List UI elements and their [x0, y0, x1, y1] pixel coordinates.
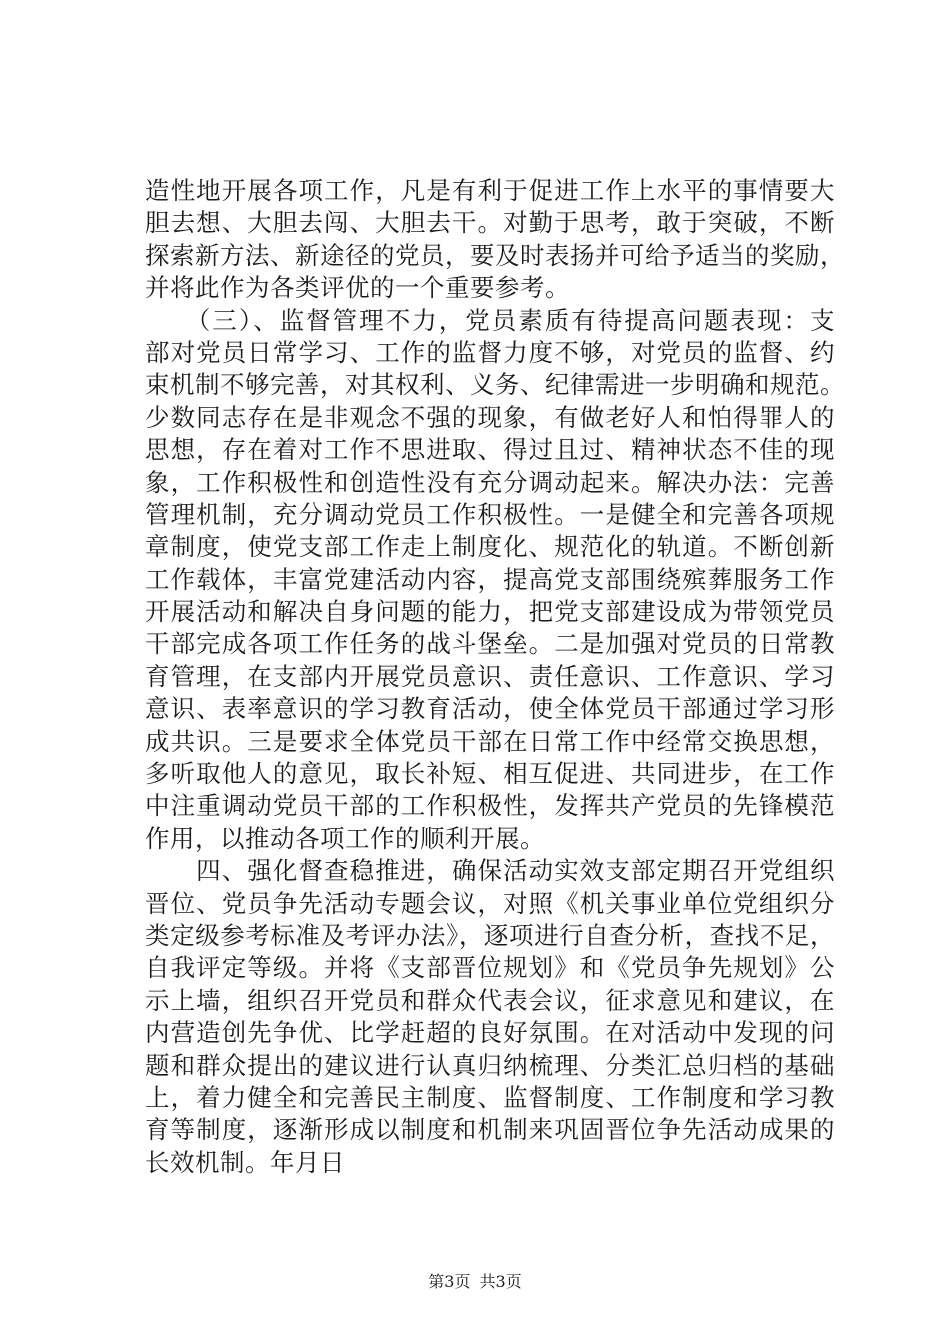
text-line: 工作载体，丰富党建活动内容，提高党支部围绕殡葬服务工作 — [145, 564, 835, 594]
text-line: 内营造创先争优、比学赶超的良好氛围。在对活动中发现的问 — [145, 1018, 835, 1048]
text-line: 思想，存在着对工作不思进取、得过且过、精神状态不佳的现 — [145, 435, 835, 465]
text-line: 示上墙，组织召开党员和群众代表会议，征求意见和建议，在 — [145, 985, 835, 1015]
text-line: 干部完成各项工作任务的战斗堡垒。二是加强对党员的日常教 — [145, 629, 835, 659]
page-number-total: 共3页 — [479, 1272, 522, 1291]
text-line: 四、强化督查稳推进，确保活动实效支部定期召开党组织 — [145, 856, 835, 886]
text-line: 管理机制，充分调动党员工作积极性。一是健全和完善各项规 — [145, 499, 835, 529]
text-line: 类定级参考标准及考评办法》，逐项进行自查分析，查找不足， — [145, 920, 835, 950]
text-line: 少数同志存在是非观念不强的现象，有做老好人和怕得罪人的 — [145, 402, 835, 432]
text-line: 作用，以推动各项工作的顺利开展。 — [145, 823, 545, 853]
text-line: 上，着力健全和完善民主制度、监督制度、工作制度和学习教 — [145, 1082, 835, 1112]
text-line: 部对党员日常学习、工作的监督力度不够，对党员的监督、约 — [145, 337, 835, 367]
text-line: 意识、表率意识的学习教育活动，使全体党员干部通过学习形 — [145, 694, 835, 724]
text-line: 并将此作为各类评优的一个重要参考。 — [145, 273, 570, 303]
text-line: 象，工作积极性和创造性没有充分调动起来。解决办法：完善 — [145, 467, 835, 497]
page-footer — [0, 1272, 950, 1292]
text-line: 造性地开展各项工作，凡是有利于促进工作上水平的事情要大 — [145, 176, 835, 205]
page-number-current: 第3页 — [428, 1272, 471, 1291]
text-line: 中注重调动党员干部的工作积极性，发挥共产党员的先锋模范 — [145, 791, 835, 821]
text-line: 开展活动和解决自身问题的能力，把党支部建设成为带领党员 — [145, 597, 835, 627]
text-line: 章制度，使党支部工作走上制度化、规范化的轨道。不断创新 — [145, 532, 835, 562]
text-line: 束机制不够完善，对其权利、义务、纪律需进一步明确和规范。 — [145, 370, 845, 400]
text-line: 育管理，在支部内开展党员意识、责任意识、工作意识、学习 — [145, 661, 835, 691]
text-line: 成共识。三是要求全体党员干部在日常工作中经常交换思想， — [145, 726, 835, 756]
text-line: 长效机制。年月日 — [145, 1147, 345, 1177]
text-line: 晋位、党员争先活动专题会议，对照《机关事业单位党组织分 — [145, 888, 835, 918]
text-line: 胆去想、大胆去闯、大胆去干。对勤于思考，敢于突破，不断 — [145, 208, 835, 238]
text-line: 探索新方法、新途径的党员，要及时表扬并可给予适当的奖励， — [145, 240, 845, 270]
text-line: 题和群众提出的建议进行认真归纳梳理、分类汇总归档的基础 — [145, 1050, 835, 1080]
text-line: 自我评定等级。并将《支部晋位规划》和《党员争先规划》公 — [145, 953, 835, 983]
text-line: （三）、监督管理不力，党员素质有待提高问题表现：支 — [145, 305, 835, 335]
text-line: 育等制度，逐渐形成以制度和机制来巩固晋位争先活动成果的 — [145, 1115, 835, 1145]
document-body — [145, 175, 845, 1179]
text-line: 多听取他人的意见，取长补短、相互促进、共同进步，在工作 — [145, 759, 835, 789]
